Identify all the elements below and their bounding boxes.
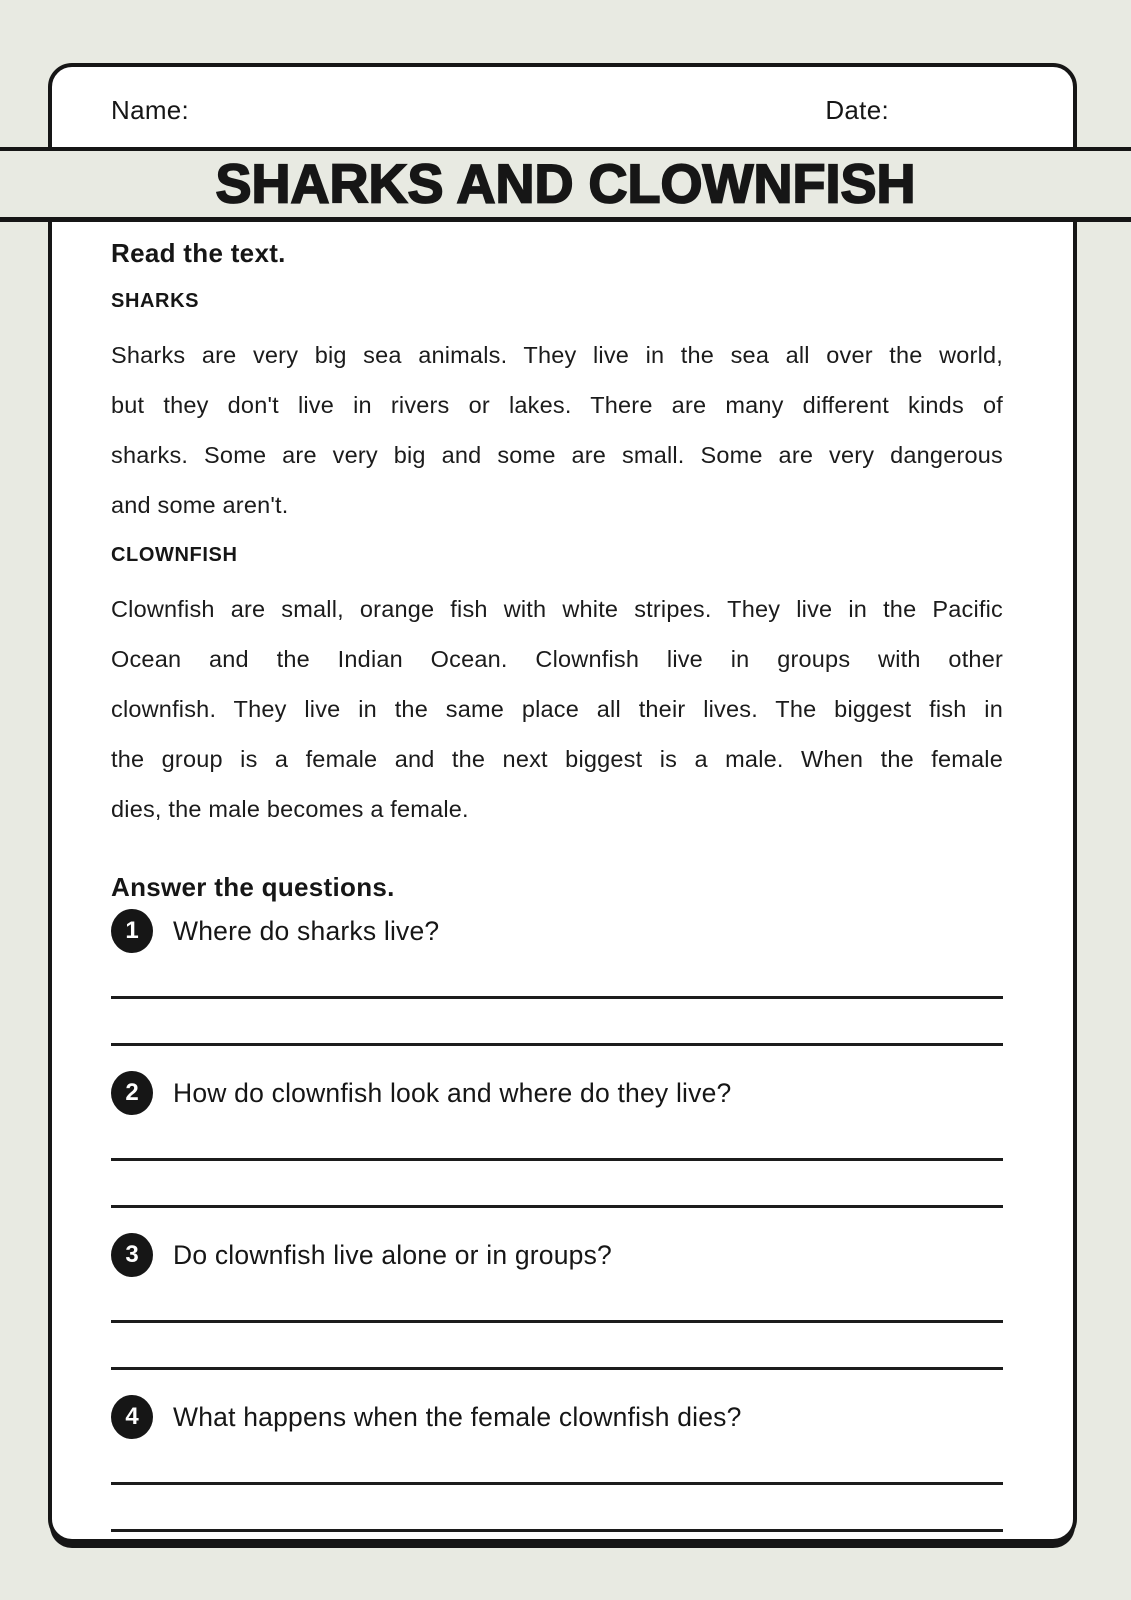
question-3-number-badge bbox=[111, 1233, 153, 1277]
question-number: 2 bbox=[125, 1079, 139, 1106]
paragraph-line: Ocean and the Indian Ocean. Clownfish live in groups with other bbox=[111, 646, 1003, 672]
worksheet-title: SHARKS AND CLOWNFISH bbox=[215, 153, 916, 215]
question-text: Where do sharks live? bbox=[173, 915, 440, 946]
date-label: Date: bbox=[825, 94, 889, 125]
question-number: 4 bbox=[125, 1403, 139, 1430]
name-date-row bbox=[52, 67, 1073, 147]
paragraph-line: clownfish. They live in the same place all their lives. The biggest fish in bbox=[111, 696, 1003, 722]
answer-line[interactable] bbox=[111, 1205, 1003, 1208]
question-4-number-badge bbox=[111, 1395, 153, 1439]
read-instruction: Read the text. bbox=[111, 238, 286, 268]
question-row-2 bbox=[111, 1072, 1003, 1114]
answer-line[interactable] bbox=[111, 1529, 1003, 1532]
answer-line[interactable] bbox=[111, 1367, 1003, 1370]
name-input-area[interactable] bbox=[189, 90, 825, 130]
question-number: 1 bbox=[125, 917, 139, 944]
section-heading-sharks: SHARKS bbox=[111, 290, 200, 312]
paragraph-line: but they don't live in rivers or lakes. There are many different kinds of bbox=[111, 392, 1003, 418]
question-text: What happens when the female clownfish dies? bbox=[173, 1401, 742, 1432]
question-text: Do clownfish live alone or in groups? bbox=[173, 1239, 612, 1270]
answer-line[interactable] bbox=[111, 1482, 1003, 1485]
name-label: Name: bbox=[111, 94, 190, 125]
question-row-3 bbox=[111, 1234, 1003, 1276]
paragraph-line: Clownfish are small, orange fish with white stripes. They live in the Pacific bbox=[111, 596, 1003, 622]
question-row-4 bbox=[111, 1396, 1003, 1438]
question-text: How do clownfish look and where do they live? bbox=[173, 1077, 732, 1108]
date-input-area[interactable] bbox=[889, 90, 1013, 130]
paragraph-line: dies, the male becomes a female. bbox=[111, 796, 469, 822]
clownfish-paragraph bbox=[111, 584, 1003, 834]
paragraph-line: the group is a female and the next biggest is a male. When the female bbox=[111, 746, 1003, 772]
worksheet-body bbox=[111, 222, 1003, 1532]
sharks-paragraph bbox=[111, 330, 1003, 530]
answer-line[interactable] bbox=[111, 1158, 1003, 1161]
answer-instruction: Answer the questions. bbox=[111, 872, 395, 902]
question-number: 3 bbox=[125, 1241, 139, 1268]
section-heading-clownfish: CLOWNFISH bbox=[111, 544, 238, 566]
paragraph-line: Sharks are very big sea animals. They live in the sea all over the world, bbox=[111, 342, 1003, 368]
paragraph-line: and some aren't. bbox=[111, 492, 289, 518]
worksheet-card bbox=[48, 63, 1077, 1543]
question-1-number-badge bbox=[111, 909, 153, 953]
question-row-1 bbox=[111, 910, 1003, 952]
paragraph-line: sharks. Some are very big and some are small. Some are very dangerous bbox=[111, 442, 1003, 468]
answer-line[interactable] bbox=[111, 1043, 1003, 1046]
title-banner bbox=[0, 147, 1131, 222]
answer-line[interactable] bbox=[111, 996, 1003, 999]
answer-line[interactable] bbox=[111, 1320, 1003, 1323]
question-2-number-badge bbox=[111, 1071, 153, 1115]
